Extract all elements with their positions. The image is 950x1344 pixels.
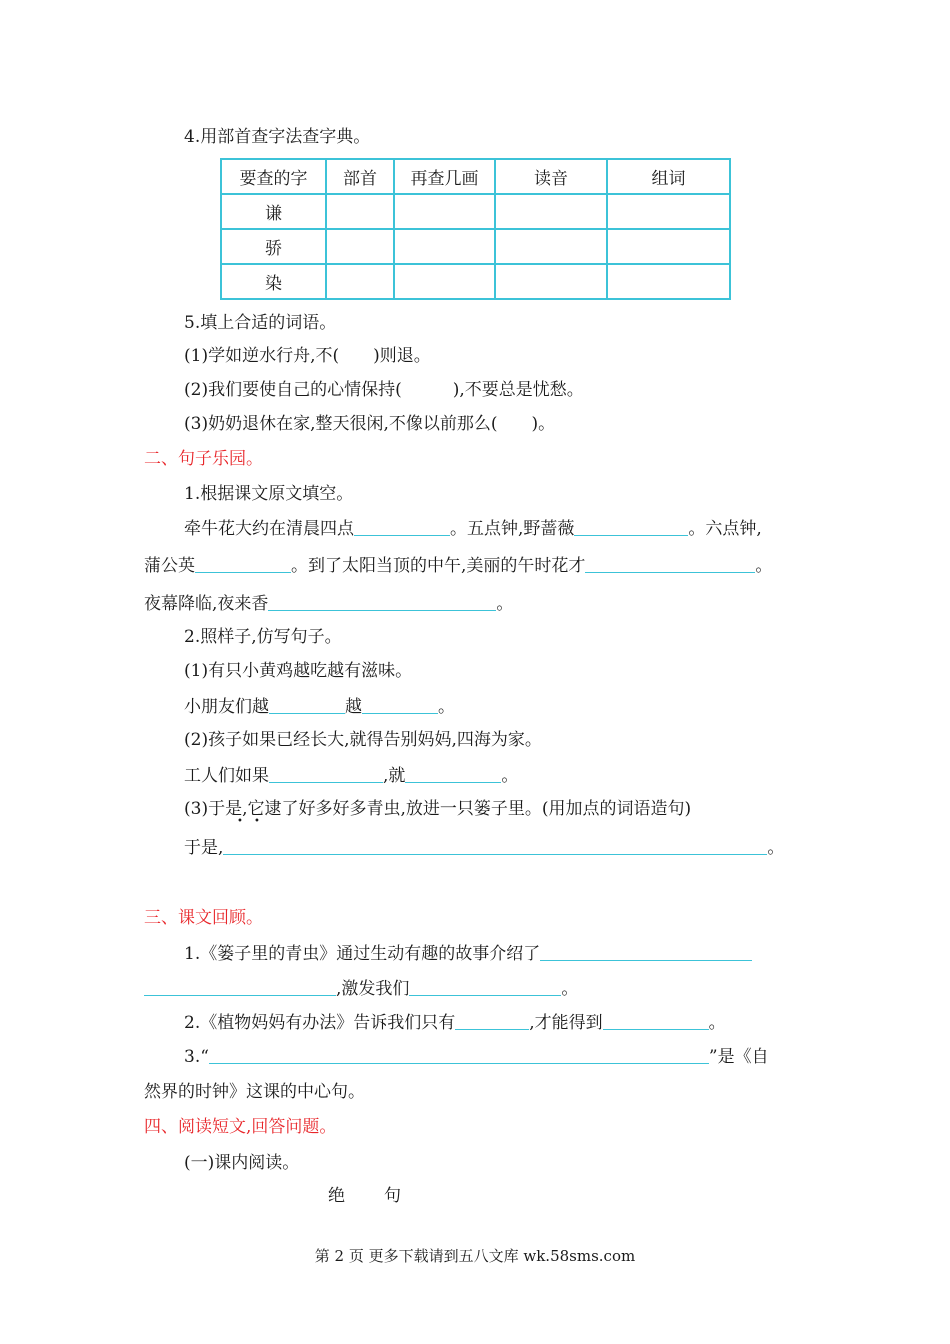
- text: ,就: [383, 766, 406, 786]
- answer-blank[interactable]: [144, 977, 336, 996]
- dictionary-table: [220, 158, 731, 300]
- answer-blank[interactable]: [223, 836, 767, 855]
- text: 。五点钟,野蔷薇: [450, 519, 575, 539]
- char-cell: 染: [221, 264, 326, 299]
- answer-blank[interactable]: [574, 517, 688, 536]
- answer-cell[interactable]: [495, 194, 607, 229]
- answer-cell[interactable]: [607, 229, 730, 264]
- header-cell: 组词: [607, 159, 730, 194]
- s2-q1-line3: [144, 592, 513, 615]
- answer-blank[interactable]: [603, 1011, 709, 1030]
- text: 牵牛花大约在清晨四点: [184, 519, 354, 539]
- answer-blank[interactable]: [354, 517, 450, 536]
- q5-item-3: (3)奶奶退休在家,整天很闲,不像以前那么( )。: [184, 414, 556, 434]
- text: 。: [561, 979, 579, 999]
- s3-q1-line2: [144, 977, 578, 1000]
- answer-cell[interactable]: [326, 264, 394, 299]
- header-cell: 读音: [495, 159, 607, 194]
- s2-q2-answer-3: [184, 836, 784, 859]
- q5-item-1: (1)学如逆水行舟,不( )则退。: [184, 346, 431, 366]
- text: 小朋友们越: [184, 697, 269, 717]
- s3-q2: [184, 1011, 726, 1034]
- table-header-row: [221, 159, 730, 194]
- text: 工人们如果: [184, 766, 269, 786]
- answer-blank[interactable]: [540, 942, 752, 961]
- text: ”是《自: [708, 1047, 769, 1067]
- poem-title-char-1: 绝: [328, 1186, 345, 1206]
- table-row: [221, 229, 730, 264]
- text: 。六点钟,: [688, 519, 762, 539]
- char-cell: 骄: [221, 229, 326, 264]
- header-cell: 要查的字: [221, 159, 326, 194]
- text: 。: [501, 766, 519, 786]
- answer-blank[interactable]: [269, 695, 345, 714]
- text: ,才能得到: [529, 1013, 603, 1033]
- char-cell: 谦: [221, 194, 326, 229]
- text: ,激发我们: [336, 979, 410, 999]
- header-cell: 再查几画: [394, 159, 495, 194]
- emphasis-dot: •: [237, 816, 243, 827]
- answer-cell[interactable]: [607, 264, 730, 299]
- s2-q1-line1: [184, 517, 762, 540]
- q5-item-2: (2)我们要使自己的心情保持( ),不要总是忧愁。: [184, 380, 584, 400]
- text: 3.“: [184, 1047, 209, 1067]
- s4-subheading: (一)课内阅读。: [184, 1153, 300, 1173]
- page-footer: 第 2 页 更多下载请到五八文库 wk.58sms.com: [314, 1247, 636, 1265]
- answer-cell[interactable]: [607, 194, 730, 229]
- answer-blank[interactable]: [362, 695, 438, 714]
- section-3-heading: 三、课文回顾。: [144, 908, 263, 928]
- answer-cell[interactable]: [326, 194, 394, 229]
- text: 1.《篓子里的青虫》通过生动有趣的故事介绍了: [184, 944, 541, 964]
- text: 。: [708, 1013, 726, 1033]
- text: 。: [496, 594, 514, 614]
- emphasis-dot: •: [254, 816, 260, 827]
- s2-q2-example-1: (1)有只小黄鸡越吃越有滋味。: [184, 661, 413, 681]
- text: 2.《植物妈妈有办法》告诉我们只有: [184, 1013, 456, 1033]
- answer-cell[interactable]: [394, 264, 495, 299]
- answer-blank[interactable]: [409, 977, 561, 996]
- answer-blank[interactable]: [195, 554, 291, 573]
- header-cell: 部首: [326, 159, 394, 194]
- text: 夜幕降临,夜来香: [144, 594, 269, 614]
- s2-q1-line2: [144, 554, 772, 577]
- s2-q2-answer-1: [184, 695, 455, 718]
- section-2-heading: 二、句子乐园。: [144, 449, 263, 469]
- s2-q2-example-3: (3)于是,它逮了好多好多青虫,放进一只篓子里。(用加点的词语造句): [184, 799, 692, 819]
- answer-cell[interactable]: [495, 264, 607, 299]
- answer-cell[interactable]: [495, 229, 607, 264]
- q5-title: 5.填上合适的词语。: [184, 313, 337, 333]
- s3-q3-line2: 然界的时钟》这课的中心句。: [144, 1082, 365, 1102]
- text: 越: [345, 697, 362, 717]
- answer-cell[interactable]: [326, 229, 394, 264]
- answer-blank[interactable]: [585, 554, 755, 573]
- text: 。到了太阳当顶的中午,美丽的午时花才: [291, 556, 586, 576]
- text: 。: [755, 556, 773, 576]
- poem-title-char-2: 句: [384, 1186, 401, 1206]
- table-row: [221, 264, 730, 299]
- text: 。: [767, 838, 785, 858]
- answer-cell[interactable]: [394, 229, 495, 264]
- text: 蒲公英: [144, 556, 195, 576]
- answer-blank[interactable]: [455, 1011, 529, 1030]
- s2-q2-answer-2: [184, 764, 518, 787]
- q4-title: 4.用部首查字法查字典。: [184, 127, 371, 147]
- s2-q2-title: 2.照样子,仿写句子。: [184, 627, 342, 647]
- answer-blank[interactable]: [269, 764, 383, 783]
- s2-q2-example-2: (2)孩子如果已经长大,就得告别妈妈,四海为家。: [184, 730, 542, 750]
- s2-q1-title: 1.根据课文原文填空。: [184, 484, 354, 504]
- table-row: [221, 194, 730, 229]
- answer-blank[interactable]: [405, 764, 501, 783]
- answer-cell[interactable]: [394, 194, 495, 229]
- text: 于是,: [184, 838, 224, 858]
- s3-q3-line1: [184, 1045, 769, 1068]
- answer-blank[interactable]: [209, 1045, 709, 1064]
- answer-blank[interactable]: [268, 592, 496, 611]
- text: 。: [438, 697, 455, 717]
- section-4-heading: 四、阅读短文,回答问题。: [144, 1117, 337, 1137]
- s3-q1-line1: [184, 942, 752, 965]
